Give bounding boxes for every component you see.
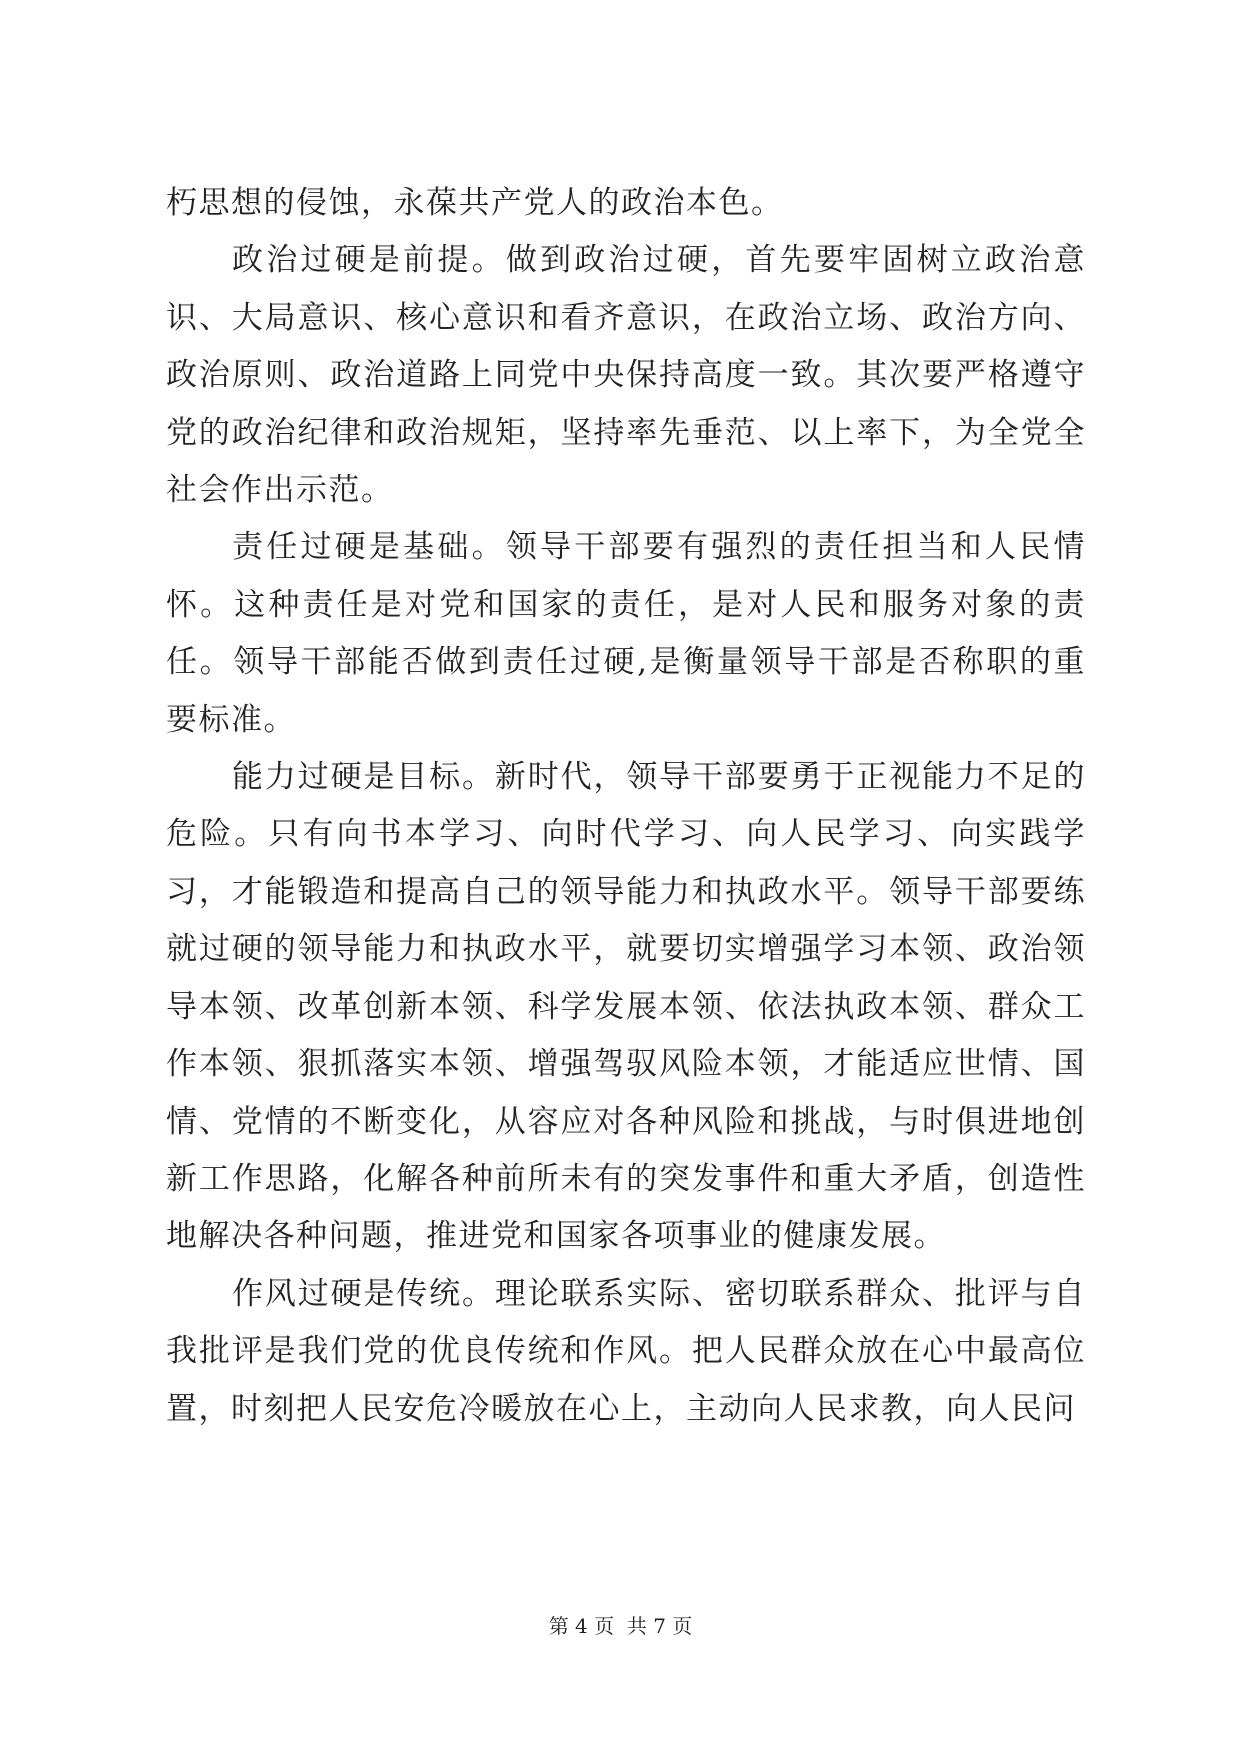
paragraph-continuation: 朽思想的侵蚀，永葆共产党人的政治本色。 [166, 185, 784, 221]
paragraph-responsibility: 责任过硬是基础。领导干部要有强烈的责任担当和人民情怀。这种责任是对党和国家的责任，是对人民和服务对象的责任。领导干部能否做到责任过硬,是衡量领导干部是否称职的重要标准。 [166, 529, 1086, 738]
paragraph-ability: 能力过硬是目标。新时代，领导干部要勇于正视能力不足的危险。只有向书本学习、向时代学习、向人民学习、向实践学习，才能锻造和提高自己的领导能力和执政水平。领导干部要练就过硬的领导能力和执政水平，就要切实增强学习本领、政治领导本领、改革创新本领、科学发展本领、依法执政本领、群众工作本领、狠抓落实本领、增强驾驭风险本领，才能适应世情、国情、党情的不断变化，从容应对各种风险和挑战，与时俱进地创新工作思路，化解各种前所未有的突发事件和重大矛盾，创造性地解决各种问题，推进党和国家各项事业的健康发展。 [166, 759, 1086, 1255]
paragraph-political: 政治过硬是前提。做到政治过硬，首先要牢固树立政治意识、大局意识、核心意识和看齐意识，在政治立场、政治方向、政治原则、政治道路上同党中央保持高度一致。其次要严格遵守党的政治纪律和政治规矩，坚持率先垂范、以上率下，为全党全社会作出示范。 [166, 242, 1086, 509]
paragraph-style: 作风过硬是传统。理论联系实际、密切联系群众、批评与自我批评是我们党的优良传统和作风。把人民群众放在心中最高位置，时刻把人民安危冷暖放在心上，主动向人民求教，向人民问 [166, 1275, 1086, 1427]
page-number-footer: 第 4 页 共 7 页 [548, 1614, 693, 1638]
body-text [166, 175, 1086, 1438]
